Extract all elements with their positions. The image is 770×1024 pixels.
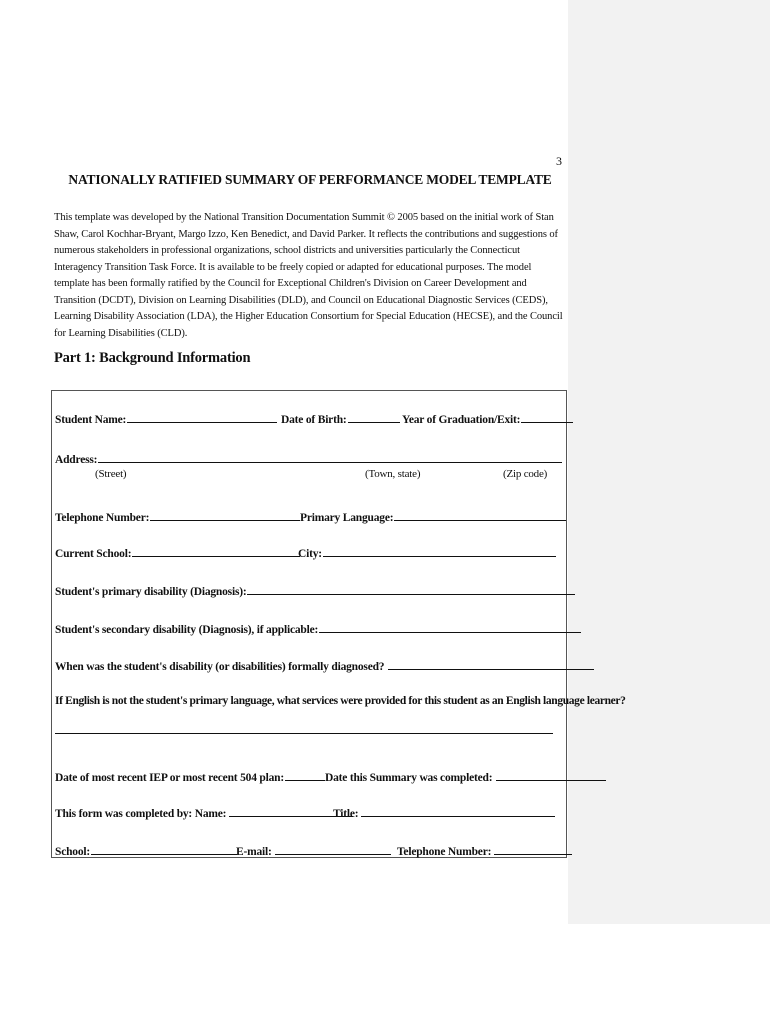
iep-date-label: Date of most recent IEP or most recent 504 plan: — [55, 772, 284, 784]
telephone-2-field[interactable] — [494, 842, 572, 855]
student-name-field[interactable] — [127, 410, 277, 423]
address-label: Address: — [55, 454, 98, 466]
street-sublabel: (Street) — [95, 468, 127, 480]
date-of-birth-label: Date of Birth: — [281, 414, 347, 426]
part1-heading: Part 1: Background Information — [54, 350, 251, 366]
row-completed-by — [55, 804, 561, 822]
primary-language-label: Primary Language: — [300, 512, 394, 524]
summary-date-field[interactable] — [496, 768, 606, 781]
secondary-disability-field[interactable] — [319, 620, 581, 633]
primary-disability-field[interactable] — [247, 582, 575, 595]
document-title: NATIONALLY RATIFIED SUMMARY OF PERFORMANCE MODEL TEMPLATE — [68, 172, 552, 187]
current-school-label: Current School: — [55, 548, 132, 560]
school-label: School: — [55, 846, 91, 858]
completed-by-title-label: Title: — [333, 808, 359, 820]
city-label: City: — [298, 548, 322, 560]
diagnosed-when-field[interactable] — [388, 657, 594, 670]
address-field[interactable] — [98, 450, 562, 463]
row-secondary-disability — [55, 620, 561, 638]
town-state-sublabel: (Town, state) — [365, 468, 421, 480]
row-school-city — [55, 544, 561, 562]
row-dates — [55, 768, 561, 786]
iep-date-field[interactable] — [285, 768, 325, 781]
english-learner-label: If English is not the student's primary language, what services were provided for this student as an English language learner? — [55, 695, 626, 707]
english-learner-field[interactable] — [55, 733, 553, 734]
email-field[interactable] — [275, 842, 391, 855]
year-of-graduation-field[interactable] — [521, 410, 573, 423]
year-of-graduation-label: Year of Graduation/Exit: — [402, 414, 521, 426]
completed-by-label: This form was completed by: Name: — [55, 808, 227, 820]
intro-paragraph: This template was developed by the National Transition Documentation Summit © 2005 based on the initial work of Stan Shaw, Carol Kochhar-Bryant, Margo Izzo, Ken Benedict, and David Parker. It reflects the contributions and suggestions of numerous stakeholders in professional organizations, school districts and universities particularly the Connecticut Interagency Transition Task Force. It is available to be freely copied or adapted for educational purposes. The model template has been formally ratified by the Council for Exceptional Children's Division on Career Development and Transition (DCDT), Division on Learning Disabilities (DLD), and Council on Educational Diagnostic Services (CEDS), Learning Disability Association (LDA), the Higher Education Consortium for Special Education (HECSE), and the Council for Learning Disabilities (CLD). — [54, 212, 563, 339]
student-name-label: Student Name: — [55, 414, 127, 426]
current-school-field[interactable] — [132, 544, 300, 557]
row-student-info — [55, 410, 561, 428]
row-address-sublabels — [55, 468, 561, 486]
school-field[interactable] — [91, 842, 237, 855]
primary-disability-label: Student's primary disability (Diagnosis): — [55, 586, 247, 598]
telephone-2-label: Telephone Number: — [397, 846, 492, 858]
date-of-birth-field[interactable] — [348, 410, 400, 423]
row-primary-disability — [55, 582, 561, 600]
secondary-disability-label: Student's secondary disability (Diagnosis), if applicable: — [55, 624, 319, 636]
row-contact — [55, 842, 561, 860]
row-telephone-language — [55, 508, 561, 526]
telephone-label: Telephone Number: — [55, 512, 150, 524]
row-address — [55, 450, 561, 468]
comment-margin-panel — [568, 0, 770, 924]
zip-code-sublabel: (Zip code) — [503, 468, 548, 480]
email-label: E-mail: — [236, 846, 272, 858]
row-english-learner — [55, 695, 626, 713]
primary-language-field[interactable] — [394, 508, 566, 521]
row-diagnosed-when — [55, 657, 561, 675]
city-field[interactable] — [323, 544, 556, 557]
page-number: 3 — [556, 154, 562, 168]
summary-date-label: Date this Summary was completed: — [324, 772, 493, 784]
diagnosed-when-label: When was the student's disability (or disabilities) formally diagnosed? — [55, 661, 385, 673]
completed-by-title-field[interactable] — [361, 804, 555, 817]
telephone-field[interactable] — [150, 508, 300, 521]
